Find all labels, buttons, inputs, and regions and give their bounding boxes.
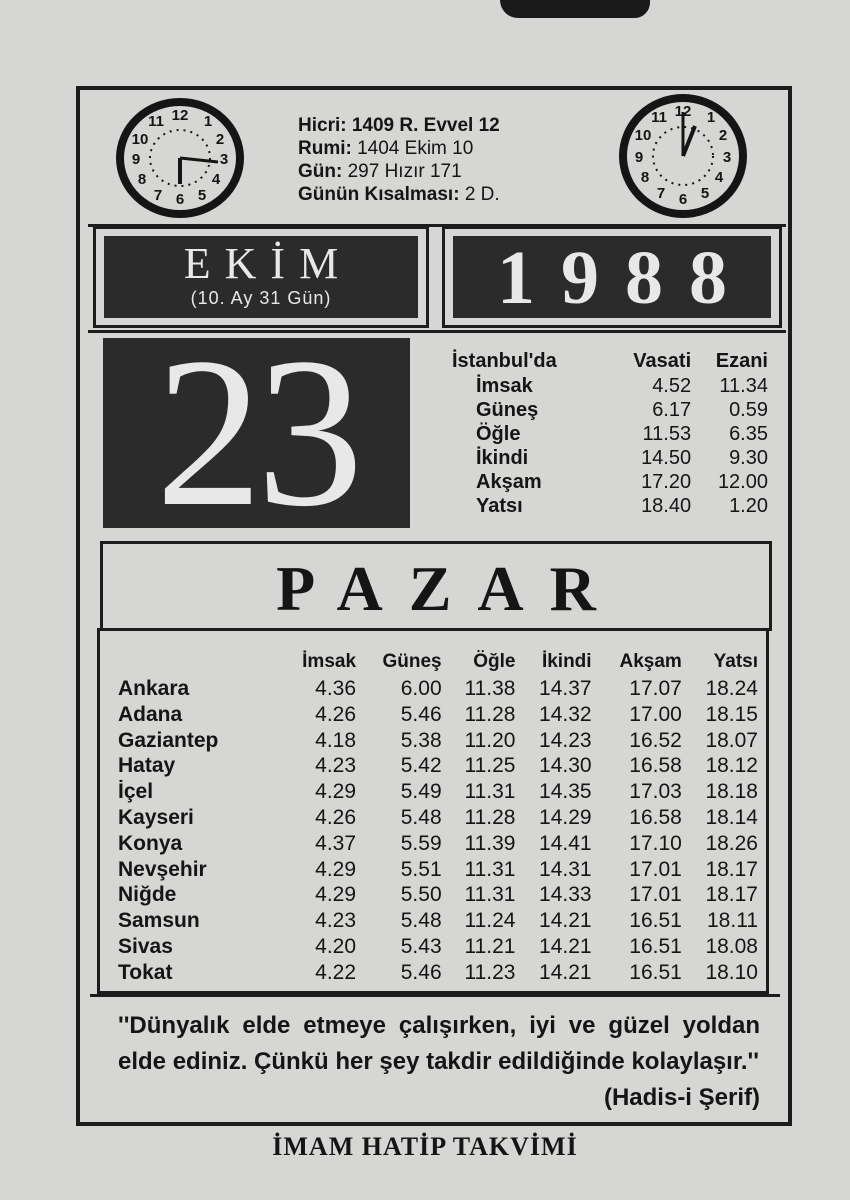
table-header <box>118 648 758 676</box>
time-cell: 11.25 <box>464 754 516 778</box>
publisher-footer: İMAM HATİP TAKVİMİ <box>272 1132 578 1161</box>
col-aksam: Akşam <box>619 651 682 672</box>
istanbul-table <box>452 348 768 518</box>
col-ikindi: İkindi <box>541 651 592 672</box>
quote-source: (Hadis-i Şerif) <box>603 1084 760 1111</box>
time-cell: 17.07 <box>629 677 682 700</box>
time-cell: 5.43 <box>400 934 442 958</box>
city-name: Kayseri <box>118 805 194 829</box>
city-rows <box>118 676 758 986</box>
time-cell: 17.01 <box>629 857 682 881</box>
table-row: Akşam 17.20 12.00 <box>476 471 768 493</box>
time-cell: 14.21 <box>539 934 592 958</box>
time-cell: 11.23 <box>464 960 516 984</box>
city-name: Konya <box>118 831 183 855</box>
month-subtitle: (10. Ay 31 Gün) <box>190 288 332 308</box>
time-cell: 11.31 <box>464 857 516 881</box>
day-number: 23 <box>103 338 410 528</box>
time-cell: 5.48 <box>400 805 442 829</box>
time-cell: 14.32 <box>539 702 592 726</box>
time-cell: 17.03 <box>629 780 682 804</box>
time-cell: 18.17 <box>705 857 758 881</box>
time-cell: 4.20 <box>315 934 357 958</box>
time-cell: 16.52 <box>629 728 682 752</box>
col-gunes: Güneş <box>382 651 442 672</box>
time-cell: 14.37 <box>539 677 592 700</box>
svg-text:7: 7 <box>153 187 163 204</box>
table-row: İkindi 14.50 9.30 <box>476 447 768 469</box>
time-cell: 11.20 <box>464 728 516 752</box>
calendar-header <box>84 94 784 226</box>
time-cell: 18.26 <box>705 831 758 855</box>
time-cell: 11.31 <box>464 780 516 804</box>
time-cell: 5.46 <box>400 960 442 984</box>
weekday: PAZAR <box>100 541 772 631</box>
table-row <box>118 831 758 857</box>
svg-text:1: 1 <box>706 109 716 126</box>
time-cell: 5.38 <box>400 728 442 752</box>
table-row: İmsak 4.52 11.34 <box>476 375 768 397</box>
svg-text:8: 8 <box>640 169 650 186</box>
time-cell: 14.31 <box>539 857 592 881</box>
time-cell: 11.24 <box>464 909 516 933</box>
svg-text:11: 11 <box>148 113 164 130</box>
time-cell: 6.00 <box>400 677 442 700</box>
time-cell: 4.23 <box>315 754 357 778</box>
divider <box>88 330 786 333</box>
city-name: Hatay <box>118 754 176 778</box>
table-row: Güneş 6.17 0.59 <box>476 399 768 421</box>
time-cell: 11.28 <box>464 702 516 726</box>
svg-text:10: 10 <box>131 131 149 148</box>
table-row <box>118 857 758 883</box>
time-cell: 14.35 <box>539 780 592 804</box>
table-row <box>118 702 758 728</box>
year: 1988 <box>453 236 771 318</box>
time-cell: 4.26 <box>315 702 357 726</box>
kisalma-value: 2 D. <box>464 184 500 205</box>
gun-line: Gün: 297 Hızır 171 <box>298 161 462 182</box>
time-cell: 5.49 <box>400 780 442 804</box>
time-cell: 18.11 <box>707 909 758 933</box>
time-cell: 14.23 <box>539 728 592 752</box>
table-row <box>118 753 758 779</box>
torn-edge <box>500 0 650 18</box>
time-cell: 11.38 <box>464 677 516 700</box>
cities-table <box>118 648 758 986</box>
time-cell: 16.58 <box>629 754 682 778</box>
table-row <box>118 805 758 831</box>
table-row <box>118 960 758 986</box>
col-imsak: İmsak <box>302 651 357 672</box>
svg-text:2: 2 <box>215 131 225 148</box>
year-panel <box>442 226 782 328</box>
city-name: Niğde <box>118 883 177 907</box>
time-cell: 14.41 <box>539 831 592 855</box>
svg-text:6: 6 <box>678 191 688 208</box>
time-cell: 18.10 <box>705 960 758 984</box>
city-name: Sivas <box>118 934 173 958</box>
time-cell: 4.22 <box>315 960 357 984</box>
table-row <box>118 728 758 754</box>
table-row <box>118 779 758 805</box>
col-ogle: Öğle <box>473 651 516 672</box>
svg-text:5: 5 <box>700 185 710 202</box>
time-cell: 14.21 <box>539 909 592 933</box>
table-row: Öğle 11.53 6.35 <box>476 423 768 445</box>
header-info <box>298 114 500 206</box>
time-cell: 16.51 <box>629 909 682 933</box>
time-cell: 14.21 <box>539 960 592 984</box>
col-yatsi: Yatsı <box>713 651 758 672</box>
time-cell: 17.01 <box>629 883 682 907</box>
time-cell: 4.26 <box>315 805 357 829</box>
table-row <box>118 676 758 702</box>
time-cell: 5.50 <box>400 883 442 907</box>
time-cell: 5.59 <box>400 831 442 855</box>
time-cell: 18.07 <box>705 728 758 752</box>
analog-clock-icon <box>617 92 753 224</box>
svg-text:4: 4 <box>211 171 221 188</box>
time-cell: 5.46 <box>400 702 442 726</box>
time-cell: 18.12 <box>705 754 758 778</box>
month-name: EKİM <box>183 239 353 288</box>
svg-text:12: 12 <box>674 103 692 120</box>
svg-text:11: 11 <box>651 109 667 126</box>
svg-text:2: 2 <box>718 127 728 144</box>
col-vasati: Vasati <box>633 350 692 372</box>
svg-text:9: 9 <box>634 149 644 166</box>
month-panel <box>93 226 429 328</box>
city-name: Gaziantep <box>118 728 219 752</box>
city-name: Samsun <box>118 909 200 933</box>
svg-text:10: 10 <box>634 127 652 144</box>
time-cell: 11.31 <box>464 883 516 907</box>
time-cell: 4.29 <box>315 780 357 804</box>
table-row <box>118 908 758 934</box>
time-cell: 14.30 <box>539 754 592 778</box>
col-ezani: Ezani <box>715 350 768 372</box>
city-prayer-times <box>118 648 758 986</box>
rumi-value: 1404 Ekim 10 <box>357 138 474 159</box>
time-cell: 4.23 <box>315 909 357 933</box>
svg-text:4: 4 <box>714 169 724 186</box>
time-cell: 17.00 <box>629 702 682 726</box>
time-cell: 18.14 <box>705 805 758 829</box>
svg-text:1: 1 <box>203 113 213 130</box>
time-cell: 11.28 <box>464 805 516 829</box>
time-cell: 4.29 <box>315 857 357 881</box>
svg-text:5: 5 <box>197 187 207 204</box>
city-name: İçel <box>118 780 154 804</box>
time-cell: 16.58 <box>629 805 682 829</box>
istanbul-prayer-times <box>452 348 768 518</box>
time-cell: 4.18 <box>315 728 357 752</box>
time-cell: 18.08 <box>705 934 758 958</box>
time-cell: 16.51 <box>629 934 682 958</box>
time-cell: 4.29 <box>315 883 357 907</box>
time-cell: 5.42 <box>400 754 442 778</box>
svg-text:9: 9 <box>131 151 141 168</box>
time-cell: 11.39 <box>464 831 516 855</box>
divider <box>90 994 780 997</box>
kisalma-line: Günün Kısalması: 2 D. <box>298 184 500 205</box>
istanbul-title: İstanbul'da <box>452 350 557 372</box>
svg-text:6: 6 <box>175 191 185 208</box>
table-row <box>118 882 758 908</box>
rumi-line: Rumi: 1404 Ekim 10 <box>298 138 474 159</box>
time-cell: 5.48 <box>400 909 442 933</box>
time-cell: 14.33 <box>539 883 592 907</box>
svg-text:3: 3 <box>219 151 229 168</box>
time-cell: 4.36 <box>315 677 357 700</box>
hicri-line: Hicri: 1409 R. Evvel 12 <box>298 115 500 136</box>
table-row: Yatsı 18.40 1.20 <box>476 495 768 517</box>
time-cell: 17.10 <box>629 831 682 855</box>
analog-clock-icon <box>114 96 250 224</box>
city-name: Nevşehir <box>118 857 207 881</box>
time-cell: 18.17 <box>705 883 758 907</box>
time-cell: 5.51 <box>400 857 442 881</box>
city-name: Ankara <box>118 677 190 700</box>
svg-text:3: 3 <box>722 149 732 166</box>
time-cell: 18.24 <box>705 677 758 700</box>
table-row <box>118 934 758 960</box>
time-cell: 4.37 <box>315 831 357 855</box>
svg-text:8: 8 <box>137 171 147 188</box>
svg-text:12: 12 <box>171 107 189 124</box>
time-cell: 14.29 <box>539 805 592 829</box>
time-cell: 11.21 <box>464 934 516 958</box>
svg-text:7: 7 <box>656 185 666 202</box>
quote-text: ''Dünyalık elde etmeye çalışırken, iyi ve güzel yoldan elde ediniz. Çünkü her şey takdir edildiğinde kolaylaşır.'' <box>118 1012 760 1075</box>
time-cell: 18.15 <box>705 702 758 726</box>
time-cell: 16.51 <box>629 960 682 984</box>
hicri-value: 1409 R. Evvel 12 <box>351 115 500 136</box>
city-name: Adana <box>118 702 183 726</box>
quote <box>118 1008 760 1116</box>
gun-value: 297 Hızır 171 <box>347 161 462 182</box>
time-cell: 18.18 <box>705 780 758 804</box>
city-name: Tokat <box>118 960 173 984</box>
